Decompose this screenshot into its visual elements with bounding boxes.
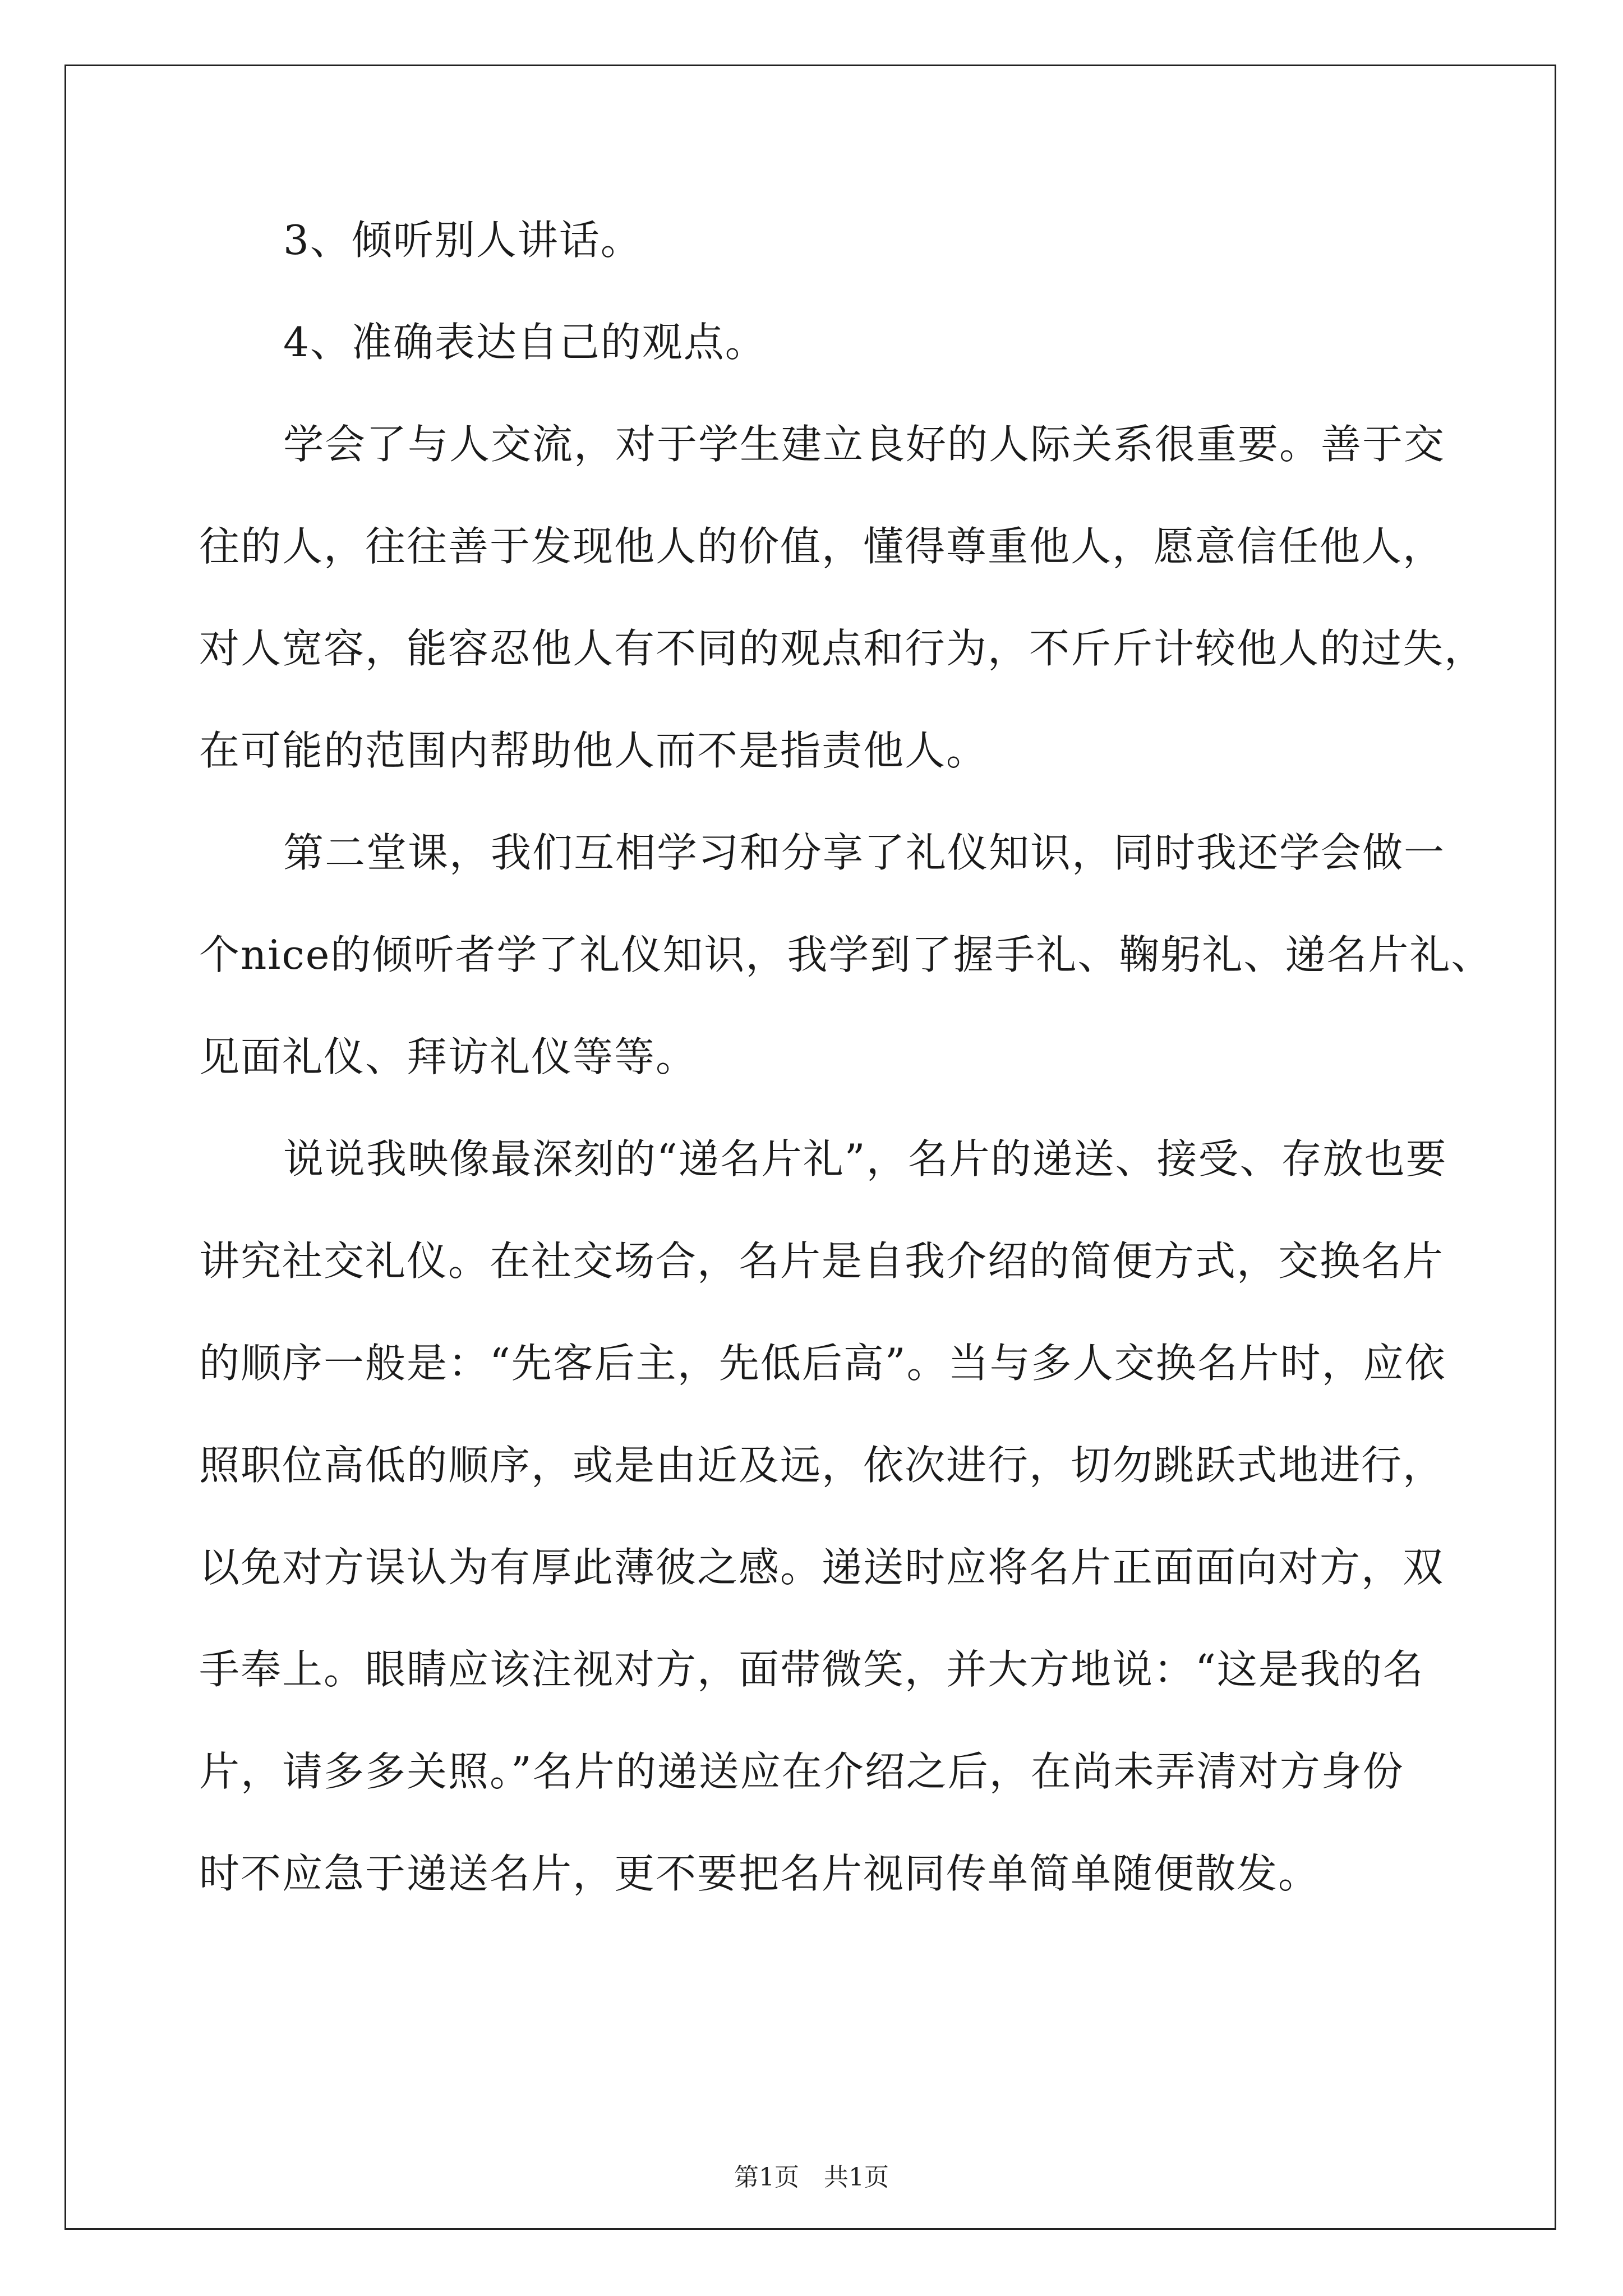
list-item: 3、倾听别人讲话。: [283, 217, 642, 264]
paragraph-line: 的顺序一般是：“先客后主，先低后高”。当与多人交换名片时，应依: [199, 1340, 1446, 1387]
paragraph-line: 在可能的范围内帮助他人而不是指责他人。: [199, 727, 988, 774]
paragraph-line: 往的人，往往善于发现他人的价值，懂得尊重他人，愿意信任他人，: [199, 523, 1445, 570]
paragraph-line: 说说我映像最深刻的“递名片礼”，名片的递送、接受、存放也要: [283, 1135, 1447, 1182]
paragraph-line: 以免对方误认为有厚此薄彼之感。递送时应将名片正面面向对方，双: [199, 1544, 1445, 1591]
page-footer: 第1页 共1页: [734, 2163, 889, 2192]
list-item: 4、准确表达自己的观点。: [283, 319, 767, 366]
paragraph-line: 对人宽容，能容忍他人有不同的观点和行为，不斤斤计较他人的过失，: [199, 625, 1486, 672]
paragraph-line: 见面礼仪、拜访礼仪等等。: [199, 1033, 698, 1080]
paragraph-line: 个nice的倾听者学了礼仪知识，我学到了握手礼、鞠躬礼、递名片礼、: [199, 931, 1493, 978]
paragraph-line: 片，请多多关照。”名片的递送应在介绍之后，在尚未弄清对方身份: [199, 1748, 1404, 1795]
paragraph-line: 时不应急于递送名片，更不要把名片视同传单简单随便散发。: [199, 1850, 1320, 1897]
paragraph-line: 第二堂课，我们互相学习和分享了礼仪知识，同时我还学会做一: [283, 829, 1446, 876]
paragraph-line: 照职位高低的顺序，或是由近及远，依次进行，切勿跳跃式地进行，: [199, 1442, 1445, 1489]
paragraph-line: 讲究社交礼仪。在社交场合，名片是自我介绍的简便方式，交换名片: [199, 1237, 1445, 1285]
paragraph-line: 学会了与人交流，对于学生建立良好的人际关系很重要。善于交: [283, 421, 1446, 468]
paragraph-line: 手奉上。眼睛应该注视对方，面带微笑，并大方地说：“这是我的名: [199, 1646, 1424, 1693]
